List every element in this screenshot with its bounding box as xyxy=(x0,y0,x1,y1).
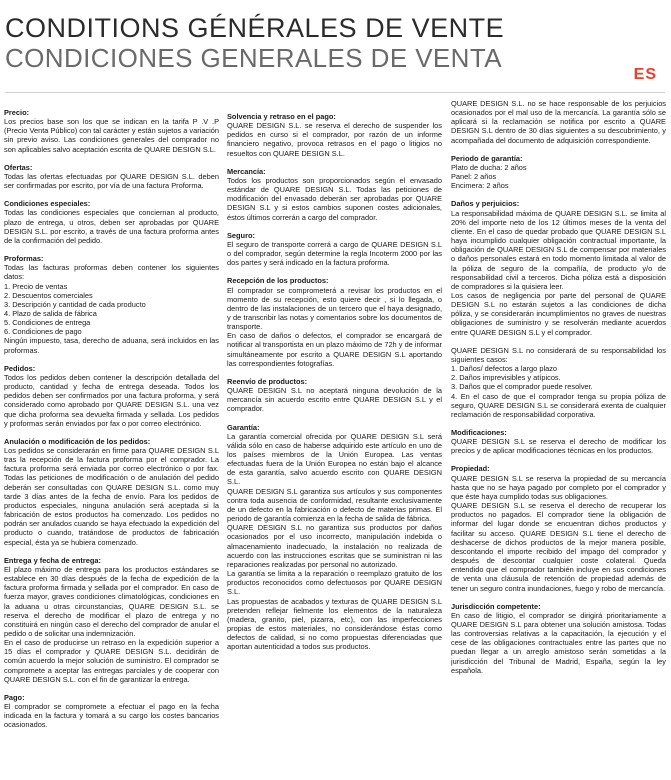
section-text: En caso de daños o defectos, el comprador se encargará de notificar al transportista en un plazo máximo de 72h y de informar simultáneamente por escrito a QUARE DESIGN S.L aportando las correspondientes fotografías. xyxy=(227,331,442,368)
section-heading: Condiciones especiales: xyxy=(4,199,91,209)
section-text: Ningún impuesto, tasa, derecho de aduana, será incluidos en las proformas. xyxy=(4,336,219,355)
list-item: 1. Daños/ defectos a largo plazo xyxy=(451,364,557,374)
section-text: QUARE DESIGN S.L no aceptará ninguna devolución de la mercancía sin acuerdo escrito entre QUARE DESIGN S.L y el comprador. xyxy=(227,386,442,414)
list-item: 4. En el caso de que el comprador tenga su propia póliza de seguro, QUARE DESIGN S.L se considerará exenta de cualquier reclamación de responsabilidad corporativa. xyxy=(451,391,666,419)
section-heading: Seguro: xyxy=(227,230,255,240)
warranty-line: Encimera: 2 años xyxy=(451,181,509,191)
section-heading: Periodo de garantía: xyxy=(451,153,523,163)
section-text: Todas las ofertas efectuadas por QUARE DESIGN S.L. deben ser confirmadas por escrito, por vía de una factura Proforma. xyxy=(4,171,219,191)
section-solvencia xyxy=(227,112,442,158)
section-heading: Pedidos: xyxy=(4,363,36,373)
section-heading: Precio: xyxy=(4,108,30,117)
section-text: En caso de litigio, el comprador se dirigirá prioritariamente a QUARE DESIGN S.L para obtener una solución amistosa. Todas las controversias relativas a la capacitación, la ejecución y el cese de las obligaciones contractuales entre las partes que no puedan llegar a un arreglo amistoso serán sometidas a la jurisdicción del Tribunal de Madrid, España, según la ley española. xyxy=(451,610,666,675)
warranty-line: Plato de ducha: 2 años xyxy=(451,162,527,172)
terms-columns xyxy=(4,99,666,776)
section-proformas xyxy=(4,254,219,355)
section-precio xyxy=(4,108,219,154)
section-text: El comprador se comprometerá a revisar los productos en el momento de su recepción, esto quiere decir , si lo llegada, o dentro de las instalaciones de un tercero que el haya designado, y de transcribir las notas y comentarios sobre los documentos de transporte. xyxy=(227,285,442,332)
section-recepcion xyxy=(227,276,442,368)
section-mercancia xyxy=(227,167,442,222)
section-text: Las propuestas de acabados y texturas de QUARE DESIGN S.L pretenden reflejar fielmente los elementos de la naturaleza (madera, granito, piel, pizarra, etc), con las imperfecciones propias de estos materiales, no considerándose éstas como defectos de calidad, si no como propuestas diferenciadas que aportan autenticidad a todos sus productos. xyxy=(227,596,442,652)
exclusions-list xyxy=(451,364,666,419)
section-ofertas xyxy=(4,163,219,190)
title-spanish: CONDICIONES GENERALES DE VENTA xyxy=(5,43,502,73)
section-text: La garantía se limita a la reparación o reemplazo gratuito de los productos reconocidos como defectuosos por QUARE DESIGN S.L. xyxy=(227,569,442,597)
section-heading: Garantía: xyxy=(227,422,260,432)
section-text: Todas las condiciones especiales que conciernan al producto, plazo de entrega, u otros, deben ser aprobadas por QUARE DESIGN S.L. por escrito, a través de una factura proforma antes de la confirmación del pedido. xyxy=(4,208,219,245)
header-divider xyxy=(5,92,665,93)
document-header xyxy=(0,0,671,90)
section-seguro xyxy=(227,231,442,268)
section-text: El seguro de transporte correrá a cargo de QUARE DESIGN S.L o del comprador, según determine la regla Incoterm 2000 por las dos partes y será indicado en la factura proforma. xyxy=(227,239,442,268)
section-anulacion xyxy=(4,437,219,547)
section-text: QUARE DESIGN S.L no considerará de su responsabilidad los siguientes casos: xyxy=(451,345,666,364)
section-heading: Anulación o modificación de los pedidos: xyxy=(4,436,151,446)
section-text: El plazo máximo de entrega para los productos estándares se establece en 30 días después de la fecha de expedición de la factura proforma firmada y sellada por el comprador. En caso de fuerza mayor, graves condiciones climatológicas, condiciones en la aduana u otras circunstancias, QUARE DESIGN S.L. se reserva el derecho de modificar el plazo de entrega y no constituirá en ningún caso el derecho del comprador de anular el pedido o de solicitar una indemnización. xyxy=(4,564,219,638)
section-text: Los pedidos se considerarán en firme para QUARE DESIGN S.L tras la recepción de la factura proforma por el comprador. La factura proforma será enviada por correo electrónico o por fax. Todas las peticiones de modificación o de anulación del pedido deberán ser consultadas con QUARE DESIGN S.L. como muy tarde 3 días antes de la fecha de envío. Para los pedidos de productos especiales, ninguna anulación será aceptada si la fabricación de estos productos ha comenzado. Los pedidos no podrán ser anulados cuando se haya efectuado la expedición del producto o cuando, tratándose de productos de fabricación especial, ésta ya se hubiera comenzado. xyxy=(4,446,219,547)
list-item: 5. Condiciones de entrega xyxy=(4,318,91,328)
section-reenvio xyxy=(227,377,442,414)
section-garantia xyxy=(227,423,442,652)
section-heading: Mercancía: xyxy=(227,166,266,176)
section-text: Los casos de negligencia por parte del personal de QUARE DESIGN S.L no estarán sujetos a las condiciones de dicha póliza, y se considerarán incumplimientos no graves de nuestras obligaciones de suministro y se resolverán mediante acuerdos entre QUARE DESIGN S.L y el comprador. xyxy=(451,290,666,337)
list-item: 4. Plazo de salida de fábrica xyxy=(4,308,97,318)
list-item: 1. Precio de ventas xyxy=(4,281,68,291)
section-text: Todos los productos son proporcionados según el envasado estándar de QUARE DESIGN S.L. Todas las peticiones de modificación del envasado deberán ser aprobadas por QUARE DESIGN S.L y si estos cambios suponen costes adicionales, éstos últimos correrán a cargo del comprador. xyxy=(227,175,442,222)
title-french: CONDITIONS GÉNÉRALES DE VENTE xyxy=(5,13,505,43)
section-heading: Ofertas: xyxy=(4,162,33,172)
section-text: Todas las facturas proformas deben contener los siguientes datos: xyxy=(4,263,219,282)
section-heading: Jurisdicción competente: xyxy=(451,601,541,611)
section-heading: Recepción de los productos: xyxy=(227,276,329,286)
section-heading: Proformas: xyxy=(4,254,44,264)
section-text: Los precios base son los que se indican en la tarifa P .V .P (Precio Venta Público) con tal carácter y están sujetos a variación sin previo aviso. Las condiciones generales del comprador no son aplicables salvo aceptación escrita de QUARE DESIGN S.L. xyxy=(4,117,219,154)
section-text: QUARE DESIGN S.L. se reserva el derecho de suspender los pedidos en curso si el comprador, por razón de un informe financiero negativo, provoca retrasos en el pago o litigios no resueltos con QUARE DESIGN S.L. xyxy=(227,121,442,158)
section-heading: Reenvío de productos: xyxy=(227,376,308,386)
section-text: QUARE DESIGN S.L. no se hace responsable de los perjuicios ocasionados por el mal uso de la mercancía. La garantía sólo se aplicará si la reclamación se notifica por escrito a QUARE DESIGN S.L dentro de 30 días siguientes a su descubrimiento, y acompañada del documento de adquisición correspondiente. xyxy=(451,99,666,145)
column-3 xyxy=(451,99,666,767)
section-text: El comprador se compromete a efectuar el pago en la fecha indicada en la factura y tomará a su cargo los costes bancarios ocasionados. xyxy=(4,702,219,730)
column-1 xyxy=(4,108,219,776)
section-condiciones-especiales xyxy=(4,199,219,245)
section-heading: Modificaciones: xyxy=(451,428,507,437)
section-heading: Pago: xyxy=(4,692,25,702)
language-code: ES xyxy=(633,66,657,83)
section-text: Todos los pedidos deben contener la descripción detallada del producto, cantidad y fecha de entrega deseada. Todos los pedidos deben ser confirmados por una factura proforma, y será considerado como aprobado por QUARE DESIGN S.L. una vez que dicha proforma sea devuelta firmada y sellada. Los pedidos y proformas serán enviados por fax o por correo electrónico. xyxy=(4,372,219,428)
section-garantia-continued xyxy=(451,99,666,145)
section-propiedad xyxy=(451,464,666,592)
section-pago xyxy=(4,693,219,730)
section-jurisdiccion xyxy=(451,602,666,675)
section-text: La responsabilidad máxima de QUARE DESIGN S.L. se limita al 20% del importe neto de los 12 últimos meses de la venta del cliente. En el caso de quedar probado que QUARE DESIGN S.L haya incumplido cualquier obligación contractual importante, la obligación de QUARE DESIGN S.L de compensar por materiales o daños personales estará en todo momento limitada al valor de la póliza de seguro de la compañía, de producto y/o de responsabilidad civil a terceros. Dicha póliza está a disposición de compradores si la quisiera leer. xyxy=(451,208,666,291)
list-item: 3. Daños que el comprador puede resolver. xyxy=(451,382,593,392)
section-periodo-garantia xyxy=(451,154,666,191)
section-heading: Entrega y fecha de entrega: xyxy=(4,555,101,565)
section-danos xyxy=(451,199,666,419)
section-heading: Daños y perjuicios: xyxy=(451,199,520,209)
section-heading: Propiedad: xyxy=(451,464,490,474)
column-2 xyxy=(227,112,442,780)
section-text: QUARE DESIGN S.L se reserva el derecho de modificar los precios y de aplicar modificaciones técnicas en los productos. xyxy=(451,437,666,456)
section-text: La garantía comercial ofrecida por QUARE DESIGN S.L será válida sólo en caso de haberse adquirido este artículo en uno de los países miembros de la Unión Europea. Las ventas efectuadas fuera de la Unión Europea no están bajo el alcance de esta garantía, salvo acuerdo escrito con QUARE DESIGN S.L. xyxy=(227,431,442,487)
section-text: QUARE DESIGN S.L garantiza sus artículos y sus componentes contra toda ausencia de conformidad, resultante exclusivamente de un defecto en la fabricación o defecto de materias primas. El periodo de garantía comienza en la fecha de salida de fábrica. xyxy=(227,486,442,524)
section-pedidos xyxy=(4,364,219,428)
proforma-items-list xyxy=(4,282,219,337)
list-item: 2. Daños imprevisibles y atípicos. xyxy=(451,373,561,383)
section-entrega xyxy=(4,556,219,684)
warranty-line: Panel: 2 años xyxy=(451,172,497,182)
list-item: 3. Descripción y cantidad de cada producto xyxy=(4,299,146,309)
section-text: QUARE DESIGN S.L se reserva la propiedad de su mercancía hasta que no se haya pagado por completo por el comprador y que éste haya cumplido todas sus obligaciones. xyxy=(451,473,666,501)
list-item: 2. Descuentos comerciales xyxy=(4,290,93,300)
section-text: QUARE DESIGN S.L no garantiza sus productos por daños ocasionados por el uso incorrecto, manipulación indebida o almacenamiento inadecuado, la instalación no realizada de acuerdo con las instrucciones escritas que se suministran ni las reparaciones realizadas por personal no autorizado. xyxy=(227,523,442,569)
section-text: QUARE DESIGN S.L se reserva el derecho de recuperar los productos no pagados. El comprador tiene la obligación de informar del lugar donde se encuentran dichos productos y facilitar su acceso. QUARE DESIGN S.L tiene el derecho de deshacerse de dichos productos de la mejor manera posible, descontando el importe recibido del impago del comprador y después de descontar cualquier coste colateral. Queda entendido que el comprador también incluye en sus condiciones de venta una cláusula de retención de propiedad además de tener un seguro contra inundaciones, fuego y robo de mercancía. xyxy=(451,501,666,593)
list-item: 6. Condiciones de pago xyxy=(4,327,82,337)
section-heading: Solvencia y retraso en el pago: xyxy=(227,112,336,121)
section-modificaciones xyxy=(451,428,666,455)
section-text: En el caso de producirse un retraso en la expedición superior a 15 días el comprador y QUARE DESIGN S.L. decidirán de común acuerdo la mejor solución de suministro. El comprador se compromete a aceptar las entregas parciales y de cooperar con QUARE DESIGN S.L. con el fin de garantizar la entrega. xyxy=(4,638,219,684)
